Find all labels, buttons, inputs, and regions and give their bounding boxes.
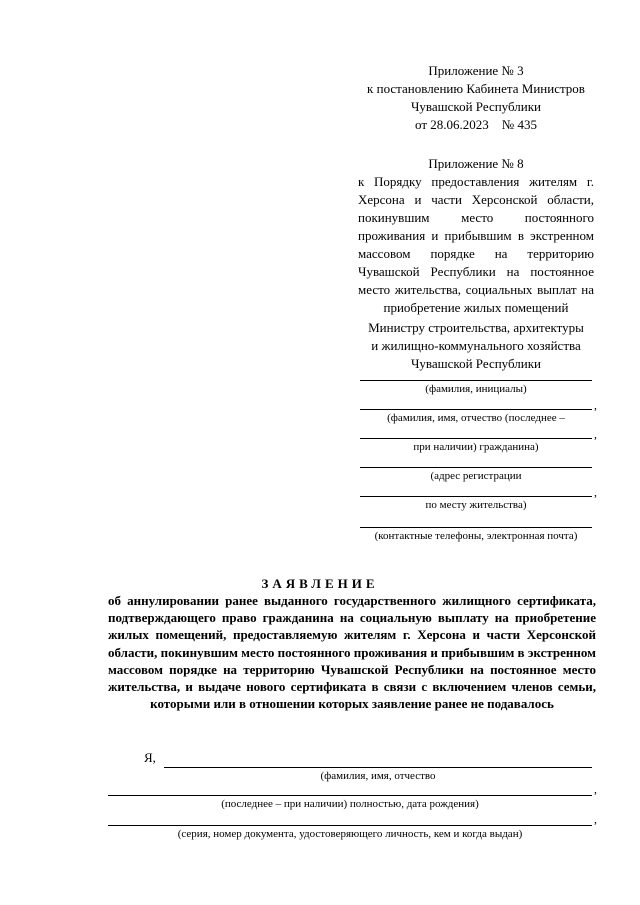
- field-caption: при наличии) гражданина): [413, 441, 539, 453]
- appendix-3-line2: Чувашской Республики: [410, 99, 542, 114]
- applicant-document-line[interactable]: [108, 825, 592, 826]
- field-caption: (фамилия, имя, отчество (последнее –: [387, 412, 565, 424]
- field-comma: ,: [594, 427, 597, 441]
- addressee-line1: Министру строительства, архитектуры: [368, 320, 584, 335]
- applicant-prefix: Я,: [144, 750, 156, 765]
- appendix-8-text: к Порядку предоставления жителям г. Херсона и части Херсонской области, покинувшим место постоянного проживания и прибывшим в экстренном массовом порядке на территорию Чувашской Республики на постоянное место жительства, социальных выплат на приобретение жилых помещений: [358, 174, 594, 315]
- field-line: [360, 467, 592, 468]
- addressee-line2: и жилищно-коммунального хозяйства: [371, 338, 581, 353]
- statement-text: об аннулировании ранее выданного государственного жилищного сертификата, подтверждающего право гражданина на социальную выплату на приобретение жилых помещений, предоставляемую жителям г. Херсона и части Херсонской области, покинувшим место постоянного проживания и прибывшим в экстренном массовом порядке на территорию Чувашской Республики на постоянное место жительства, и выдаче нового сертификата в связи с включением членов семьи, которыми или в отношении которых заявление ранее не подавалось: [108, 593, 597, 712]
- appendix-3-date: от 28.06.2023 № 435: [415, 117, 537, 132]
- applicant-caption2: (последнее – при наличии) полностью, дата рождения): [221, 798, 479, 810]
- applicant-name-line[interactable]: [164, 767, 592, 768]
- field-line: [360, 527, 592, 528]
- field-line: [360, 496, 592, 497]
- field-comma: ,: [594, 398, 597, 412]
- field-caption: (контактные телефоны, электронная почта): [374, 530, 578, 542]
- appendix-3-title: Приложение № 3: [428, 63, 524, 78]
- appendix-8-title: Приложение № 8: [428, 156, 524, 171]
- field-line: [360, 438, 592, 439]
- field-caption: (фамилия, инициалы): [425, 383, 527, 395]
- appendix-3-line1: к постановлению Кабинета Министров: [367, 81, 585, 96]
- appendix-8-block: [358, 155, 594, 317]
- addressee-block: [358, 319, 594, 373]
- field-line: [360, 380, 592, 381]
- statement-title: ЗАЯВЛЕНИЕ: [261, 576, 379, 591]
- field-caption: по месту жительства): [425, 499, 527, 511]
- applicant-caption3: (серия, номер документа, удостоверяющего личность, кем и когда выдан): [177, 828, 523, 840]
- applicant-comma: ,: [594, 812, 597, 826]
- appendix-3-block: [358, 62, 594, 134]
- applicant-birth-line[interactable]: [108, 795, 592, 796]
- field-line: [360, 409, 592, 410]
- field-caption: (адрес регистрации: [430, 470, 522, 482]
- addressee-line3: Чувашской Республики: [410, 356, 542, 371]
- applicant-caption1: (фамилия, имя, отчество: [320, 770, 436, 782]
- field-comma: ,: [594, 485, 597, 499]
- applicant-comma: ,: [594, 782, 597, 796]
